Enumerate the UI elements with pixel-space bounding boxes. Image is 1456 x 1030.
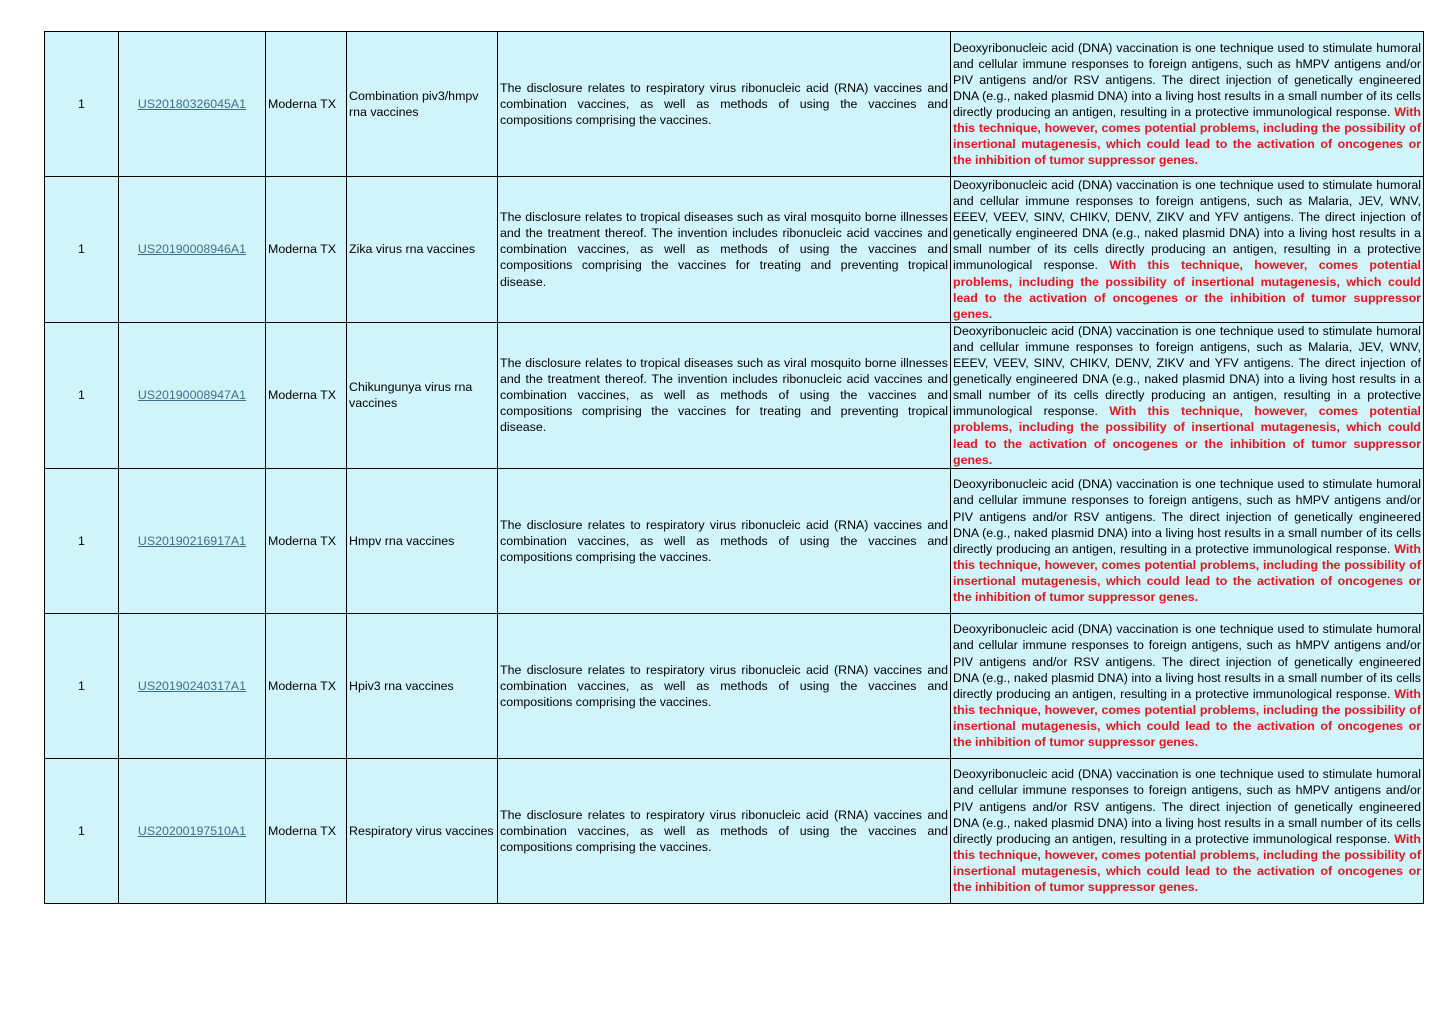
warning-text: With this technique, however, comes potential problems, including the possibility of insertional mutagenesis, which could lead to the activation of oncogenes or the inhibition of tumor suppressor genes. (953, 831, 1421, 894)
warning-text: With this technique, however, comes potential problems, including the possibility of insertional mutagenesis, which could lead to the activation of oncogenes or the inhibition of tumor suppressor genes. (953, 541, 1421, 604)
row-number: 1 (45, 468, 119, 613)
description-cell: The disclosure relates to respiratory virus ribonucleic acid (RNA) vaccines and combination vaccines, as well as methods of using the vaccines and compositions comprising the vaccines. (498, 758, 951, 903)
table-row (45, 177, 1424, 323)
patent-id-cell (119, 758, 266, 903)
table-row (45, 613, 1424, 758)
description-cell: The disclosure relates to tropical diseases such as viral mosquito borne illnesses and the treatment thereof. The invention includes ribonucleic acid vaccines and combination vaccines, as well as methods of using the vaccines and compositions comprising the vaccines for treating and preventing tropical disease. (498, 177, 951, 323)
warning-text: With this technique, however, comes potential problems, including the possibility of insertional mutagenesis, which could lead to the activation of oncogenes or the inhibition of tumor suppressor genes. (953, 258, 1422, 321)
patent-link[interactable]: US20190008946A1 (137, 242, 247, 257)
row-number: 1 (45, 758, 119, 903)
patent-sheet (44, 31, 1423, 904)
table-row (45, 32, 1424, 177)
note-text: Deoxyribonucleic acid (DNA) vaccination is one technique used to stimulate humoral and cellular immune responses to foreign antigens, such as hMPV antigens and/or PIV antigens and/or RSV antigens. The direct injection of genetically engineered DNA (e.g., naked plasmid DNA) into a living host results in a small number of its cells directly producing an antigen, resulting in a protective immunological response. (953, 767, 1421, 846)
row-number: 1 (45, 32, 119, 177)
title-cell: Combination piv3/hmpv rna vaccines (347, 32, 498, 177)
patent-id-cell (119, 177, 266, 323)
patent-link[interactable]: US20190008947A1 (137, 388, 247, 403)
warning-text: With this technique, however, comes potential problems, including the possibility of insertional mutagenesis, which could lead to the activation of oncogenes or the inhibition of tumor suppressor genes. (953, 105, 1421, 168)
title-cell: Hmpv rna vaccines (347, 468, 498, 613)
description-cell: The disclosure relates to respiratory virus ribonucleic acid (RNA) vaccines and combination vaccines, as well as methods of using the vaccines and compositions comprising the vaccines. (498, 468, 951, 613)
company-cell: Moderna TX (266, 758, 347, 903)
note-cell (951, 613, 1424, 758)
table-row (45, 468, 1424, 613)
note-text: Deoxyribonucleic acid (DNA) vaccination is one technique used to stimulate humoral and cellular immune responses to foreign antigens, such as hMPV antigens and/or PIV antigens and/or RSV antigens. The direct injection of genetically engineered DNA (e.g., naked plasmid DNA) into a living host results in a small number of its cells directly producing an antigen, resulting in a protective immunological response. (953, 622, 1421, 701)
title-cell: Zika virus rna vaccines (347, 177, 498, 323)
note-text: Deoxyribonucleic acid (DNA) vaccination is one technique used to stimulate humoral and cellular immune responses to foreign antigens, such as hMPV antigens and/or PIV antigens and/or RSV antigens. The direct injection of genetically engineered DNA (e.g., naked plasmid DNA) into a living host results in a small number of its cells directly producing an antigen, resulting in a protective immunological response. (953, 40, 1421, 119)
table-row (45, 322, 1424, 468)
title-cell: Chikungunya virus rna vaccines (347, 322, 498, 468)
note-cell (951, 758, 1424, 903)
company-cell: Moderna TX (266, 322, 347, 468)
description-cell: The disclosure relates to tropical diseases such as viral mosquito borne illnesses and the treatment thereof. The invention includes ribonucleic acid vaccines and combination vaccines, as well as methods of using the vaccines and compositions comprising the vaccines for treating and preventing tropical disease. (498, 322, 951, 468)
note-cell (951, 322, 1424, 468)
warning-text: With this technique, however, comes potential problems, including the possibility of insertional mutagenesis, which could lead to the activation of oncogenes or the inhibition of tumor suppressor genes. (953, 686, 1421, 749)
table-row (45, 758, 1424, 903)
row-number: 1 (45, 613, 119, 758)
company-cell: Moderna TX (266, 613, 347, 758)
row-number: 1 (45, 322, 119, 468)
patent-id-cell (119, 322, 266, 468)
note-cell (951, 468, 1424, 613)
note-text: Deoxyribonucleic acid (DNA) vaccination is one technique used to stimulate humoral and cellular immune responses to foreign antigens, such as hMPV antigens and/or PIV antigens and/or RSV antigens. The direct injection of genetically engineered DNA (e.g., naked plasmid DNA) into a living host results in a small number of its cells directly producing an antigen, resulting in a protective immunological response. (953, 477, 1421, 556)
company-cell: Moderna TX (266, 32, 347, 177)
patent-link[interactable]: US20190240317A1 (137, 678, 247, 693)
patent-link[interactable]: US20200197510A1 (137, 823, 247, 838)
patent-table (44, 31, 1424, 904)
note-text: Deoxyribonucleic acid (DNA) vaccination is one technique used to stimulate humoral and cellular immune responses to foreign antigens, such as Malaria, JEV, WNV, EEEV, VEEV, SINV, CHIKV, DENV, ZIKV and YFV antigens. The direct injection of genetically engineered DNA (e.g., naked plasmid DNA) into a living host results in a small number of its cells directly producing an antigen, resulting in a protective immunological response. (953, 178, 1421, 273)
row-number: 1 (45, 177, 119, 323)
patent-id-cell (119, 32, 266, 177)
company-cell: Moderna TX (266, 177, 347, 323)
patent-id-cell (119, 613, 266, 758)
patent-link[interactable]: US20180326045A1 (137, 96, 247, 111)
note-text: Deoxyribonucleic acid (DNA) vaccination is one technique used to stimulate humoral and cellular immune responses to foreign antigens, such as Malaria, JEV, WNV, EEEV, VEEV, SINV, CHIKV, DENV, ZIKV and YFV antigens. The direct injection of genetically engineered DNA (e.g., naked plasmid DNA) into a living host results in a small number of its cells directly producing an antigen, resulting in a protective immunological response. (953, 323, 1421, 419)
title-cell: Respiratory virus vaccines (347, 758, 498, 903)
description-cell: The disclosure relates to respiratory virus ribonucleic acid (RNA) vaccines and combination vaccines, as well as methods of using the vaccines and compositions comprising the vaccines. (498, 32, 951, 177)
title-cell: Hpiv3 rna vaccines (347, 613, 498, 758)
description-cell: The disclosure relates to respiratory virus ribonucleic acid (RNA) vaccines and combination vaccines, as well as methods of using the vaccines and compositions comprising the vaccines. (498, 613, 951, 758)
warning-text: With this technique, however, comes potential problems, including the possibility of insertional mutagenesis, which could lead to the activation of oncogenes or the inhibition of tumor suppressor genes. (953, 404, 1422, 467)
patent-link[interactable]: US20190216917A1 (137, 533, 247, 548)
note-cell (951, 32, 1424, 177)
note-cell (951, 177, 1424, 323)
company-cell: Moderna TX (266, 468, 347, 613)
patent-id-cell (119, 468, 266, 613)
